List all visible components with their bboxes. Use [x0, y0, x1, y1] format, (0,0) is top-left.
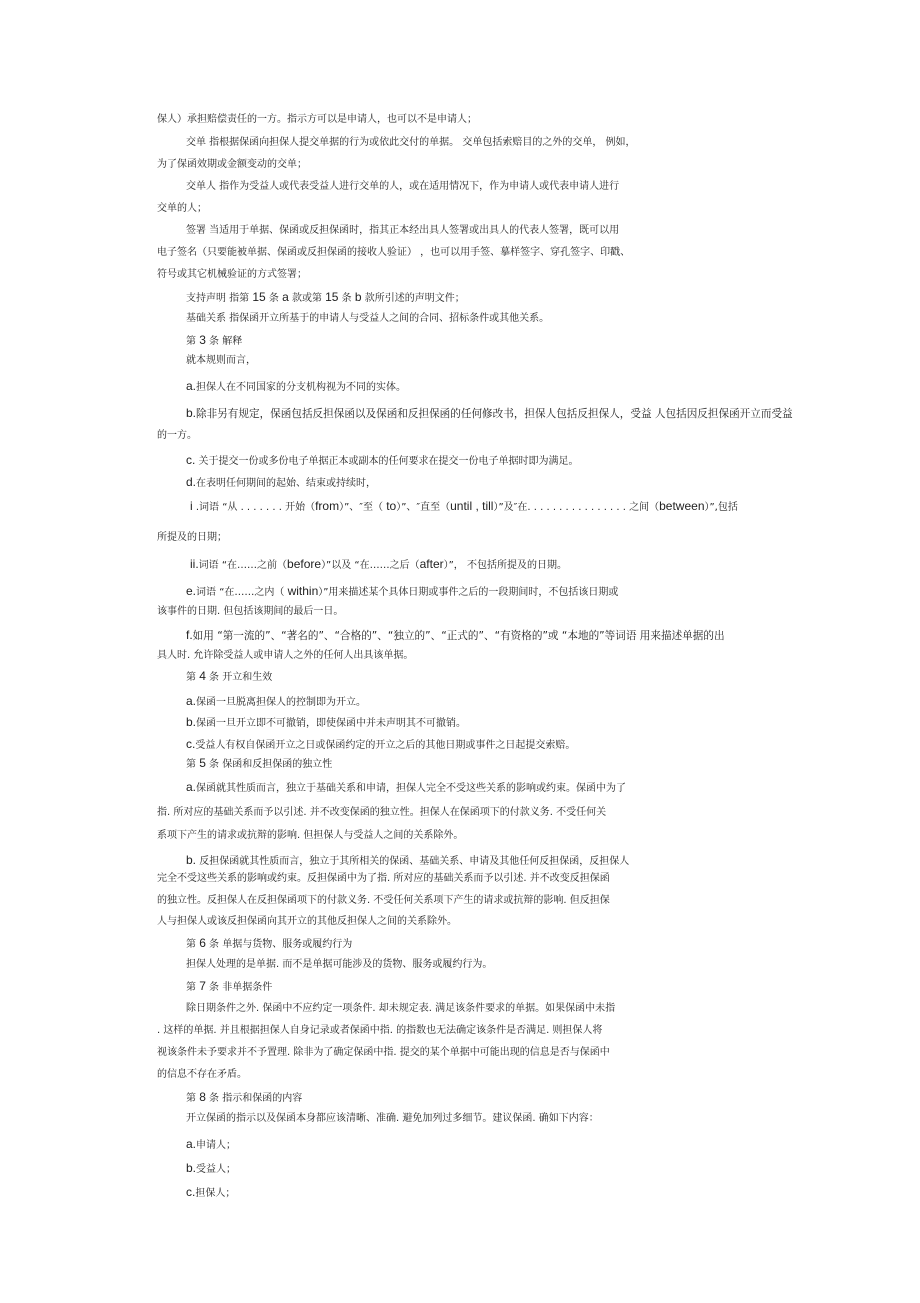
text-line: [186, 854, 629, 868]
text-line: 视该条件未予要求并不予置理. 除非为了确定保函中指. 提交的某个单据中可能出现的信息是否与保函中: [157, 1047, 610, 1058]
text-run: ）”用来描述某个具体日期或事件之后的一段期间时，不包括该日期或: [318, 587, 619, 598]
article-heading: [186, 1091, 302, 1105]
text-run: 除非另有规定，保函包括反担保函以及保函和反担保函的任何修改书，担保人包括反担保人，受益 人包括因反担保函开立而受益: [196, 408, 793, 420]
article-heading: [186, 980, 272, 994]
text-line: [186, 781, 626, 795]
text-line: 所提及的日期；: [157, 532, 227, 543]
text-run: 5: [199, 756, 206, 770]
text-line: 的一方。: [157, 430, 197, 441]
text-run: 第: [186, 336, 200, 347]
list-marker: d.: [186, 475, 197, 489]
list-marker: f.: [186, 628, 193, 642]
text-line: 担保人处理的是单据. 而不是单据可能涉及的货物、服务或履约行为。: [186, 959, 493, 970]
text-run: 条 解释: [205, 336, 243, 347]
text-line: 系项下产生的请求或抗辩的影响. 但担保人与受益人之间的关系除外。: [157, 830, 464, 841]
text-run: a: [282, 290, 289, 304]
article-heading: [186, 670, 272, 684]
text-line: 除日期条件之外. 保函中不应约定一项条件. 却未规定表. 满足该条件要求的单据。如果保函中未指: [186, 1003, 616, 1014]
text-line: [186, 454, 579, 468]
text-line: 的独立性。反担保人在反担保函项下的付款义务. 不受任何关系项下产生的请求或抗辩的影响. 但反担保: [157, 895, 610, 906]
text-line: 开立保函的指示以及保函本身都应该清晰、准确. 避免加列过多细节。建议保函. 确如下内容：: [186, 1113, 599, 1124]
text-run: 第: [186, 759, 200, 770]
text-line: 交单的人；: [157, 203, 207, 214]
list-marker: a.: [186, 694, 197, 708]
text-run: 第: [186, 939, 200, 950]
text-line: [190, 500, 738, 514]
text-run: 申请人；: [196, 1140, 237, 1151]
text-run: ）”,: [704, 502, 718, 513]
text-line: [186, 716, 466, 730]
text-line: [190, 558, 567, 572]
text-run: 担保人在不同国家的分支机构视为不同的实体。: [196, 382, 407, 393]
text-run: 6: [199, 936, 206, 950]
text-run: 词语 “在……之内（: [196, 587, 288, 598]
article-heading: [186, 757, 332, 771]
list-marker: ii.: [190, 557, 199, 571]
text-line: 交单人 指作为受益人或代表受益人进行交单的人，或在适用情况下，作为申请人或代表申请人进行: [186, 181, 620, 192]
list-marker: b.: [186, 715, 197, 729]
text-line: . 这样的单据. 并且根据担保人自身记录或者保函中指. 的指数也无法确定该条件是否满足. 则担保人将: [157, 1025, 603, 1036]
text-run: 条: [265, 293, 283, 304]
text-run: 8: [199, 1090, 206, 1104]
text-line: 就本规则而言，: [186, 355, 256, 366]
text-line: [186, 629, 725, 642]
text-run: 第: [186, 982, 200, 993]
article-heading: [186, 937, 352, 951]
text-run: 15: [252, 290, 266, 304]
text-run: to: [386, 499, 397, 513]
text-run: b: [354, 290, 362, 304]
text-line: [186, 738, 575, 752]
text-line: 交单 指根据保函向担保人提交单据的行为或依此交付的单据。 交单包括索赔目的之外的交单， 例如，: [186, 137, 636, 148]
text-run: 款或第: [288, 293, 326, 304]
text-run: 条 单据与货物、服务或履约行为: [205, 939, 353, 950]
text-run: 保函就其性质而言，独立于基础关系和申请，担保人完全不受这些关系的影响或约束。保函中为了: [196, 783, 627, 794]
list-marker: c.: [186, 1185, 196, 1199]
text-run: 15: [325, 290, 339, 304]
article-heading: [186, 334, 242, 348]
list-marker: b.: [186, 406, 197, 420]
text-line: [186, 1138, 236, 1152]
text-line: 该事件的日期. 但包括该期间的最后一日。: [157, 606, 344, 617]
text-line: [186, 695, 366, 709]
text-run: 保函一旦脱离担保人的控制即为开立。: [196, 697, 367, 708]
text-run: ）”及″在. . . . . . . . . . . . . . . . 之间（: [493, 502, 660, 513]
text-run: before: [287, 557, 322, 571]
text-run: ）”， 不包括所提及的日期。: [443, 560, 567, 571]
text-run: ）”、″直至（: [396, 502, 451, 513]
text-run: 4: [199, 669, 206, 683]
text-run: ）”、″至（: [339, 502, 387, 513]
text-line: 为了保函效期或金额变动的交单；: [157, 159, 307, 170]
list-marker: e.: [186, 584, 197, 598]
text-line: [186, 476, 376, 490]
list-marker: a.: [186, 1137, 197, 1151]
text-run: ）”以及 “在……之后（: [321, 560, 420, 571]
list-marker: a.: [186, 379, 197, 393]
list-marker: c.: [186, 453, 196, 467]
list-marker: i: [190, 499, 193, 513]
text-line: [186, 1186, 235, 1200]
text-run: 支持声明 指第: [186, 293, 253, 304]
text-run: 条 开立和生效: [205, 672, 273, 683]
text-line: 电子签名（只要能被单据、保函或反担保函的接收人验证） ，也可以用手签、摹样签字、穿孔签字、印戳、: [157, 247, 631, 258]
text-line: 具人时. 允许除受益人或申请人之外的任何人出具该单据。: [157, 650, 414, 661]
text-run: 担保人；: [195, 1188, 236, 1199]
text-run: 条 保函和反担保函的独立性: [205, 759, 333, 770]
text-run: from: [315, 499, 340, 513]
list-marker: c.: [186, 737, 196, 751]
text-line: [186, 291, 465, 305]
text-line: 的信息不存在矛盾。: [157, 1069, 247, 1080]
text-run: 款所引述的声明文件；: [361, 293, 465, 304]
list-marker: b.: [186, 1161, 197, 1175]
text-line: 保人）承担赔偿责任的一方。指示方可以是申请人，也可以不是申请人；: [157, 114, 477, 125]
text-run: 条: [338, 293, 355, 304]
text-run: 反担保函就其性质而言，独立于其所相关的保函、基础关系、申请及其他任何反担保函，反担保人: [196, 856, 630, 867]
text-line: 符号或其它机械验证的方式签署；: [157, 269, 307, 280]
text-line: 完全不受这些关系的影响或约束。反担保函中为了指. 所对应的基础关系而予以引述. 并不改变反担保函: [157, 873, 610, 884]
text-line: 指. 所对应的基础关系而予以引述. 并不改变保函的独立性。担保人在保函项下的付款义务. 不受任何关: [157, 807, 607, 818]
text-run: 如用 “第一流的”、“著名的”、“合格的”、“独立的”、“正式的”、“有资格的”或 “本地的”等词语 用来描述单据的出: [192, 630, 725, 642]
text-line: [186, 380, 406, 394]
text-line: [186, 1162, 236, 1176]
text-run: 第: [186, 672, 200, 683]
list-marker: a.: [186, 780, 197, 794]
text-run: within: [287, 584, 319, 598]
text-run: 在表明任何期间的起始、结束或持续时，: [196, 478, 377, 489]
text-run: 条 指示和保函的内容: [205, 1093, 303, 1104]
text-line: [186, 407, 793, 420]
text-run: 受益人；: [196, 1164, 237, 1175]
text-run: after: [419, 557, 444, 571]
text-run: 包括: [717, 502, 738, 513]
text-run: 条 非单据条件: [205, 982, 273, 993]
text-run: 关于提交一份或多份电子单据正本或副本的任何要求在提交一份电子单据时即为满足。: [195, 456, 579, 467]
text-run: 受益人有权自保函开立之日或保函约定的开立之后的其他日期或事件之日起提交索赔。: [195, 740, 576, 751]
text-run: 第: [186, 1093, 200, 1104]
text-line: 签署 当适用于单据、保函或反担保函时，指其正本经出具人签署或出具人的代表人签署，既可以用: [186, 225, 620, 236]
text-run: 7: [199, 979, 206, 993]
text-line: 基础关系 指保函开立所基于的申请人与受益人之间的合同、招标条件或其他关系。: [186, 313, 550, 324]
list-marker: b.: [186, 853, 197, 867]
text-run: 保函一旦开立即不可撤销，即使保函中并未声明其不可撤销。: [196, 718, 467, 729]
text-line: [186, 585, 618, 599]
text-run: 词语 “在……之前（: [198, 560, 288, 571]
text-run: between: [659, 499, 705, 513]
text-run: until , till: [450, 499, 494, 513]
text-run: .词语 “从 . . . . . . . 开始（: [192, 502, 316, 513]
text-run: 3: [199, 333, 206, 347]
text-line: 人与担保人或该反担保函向其开立的其他反担保人之间的关系除外。: [157, 916, 457, 927]
